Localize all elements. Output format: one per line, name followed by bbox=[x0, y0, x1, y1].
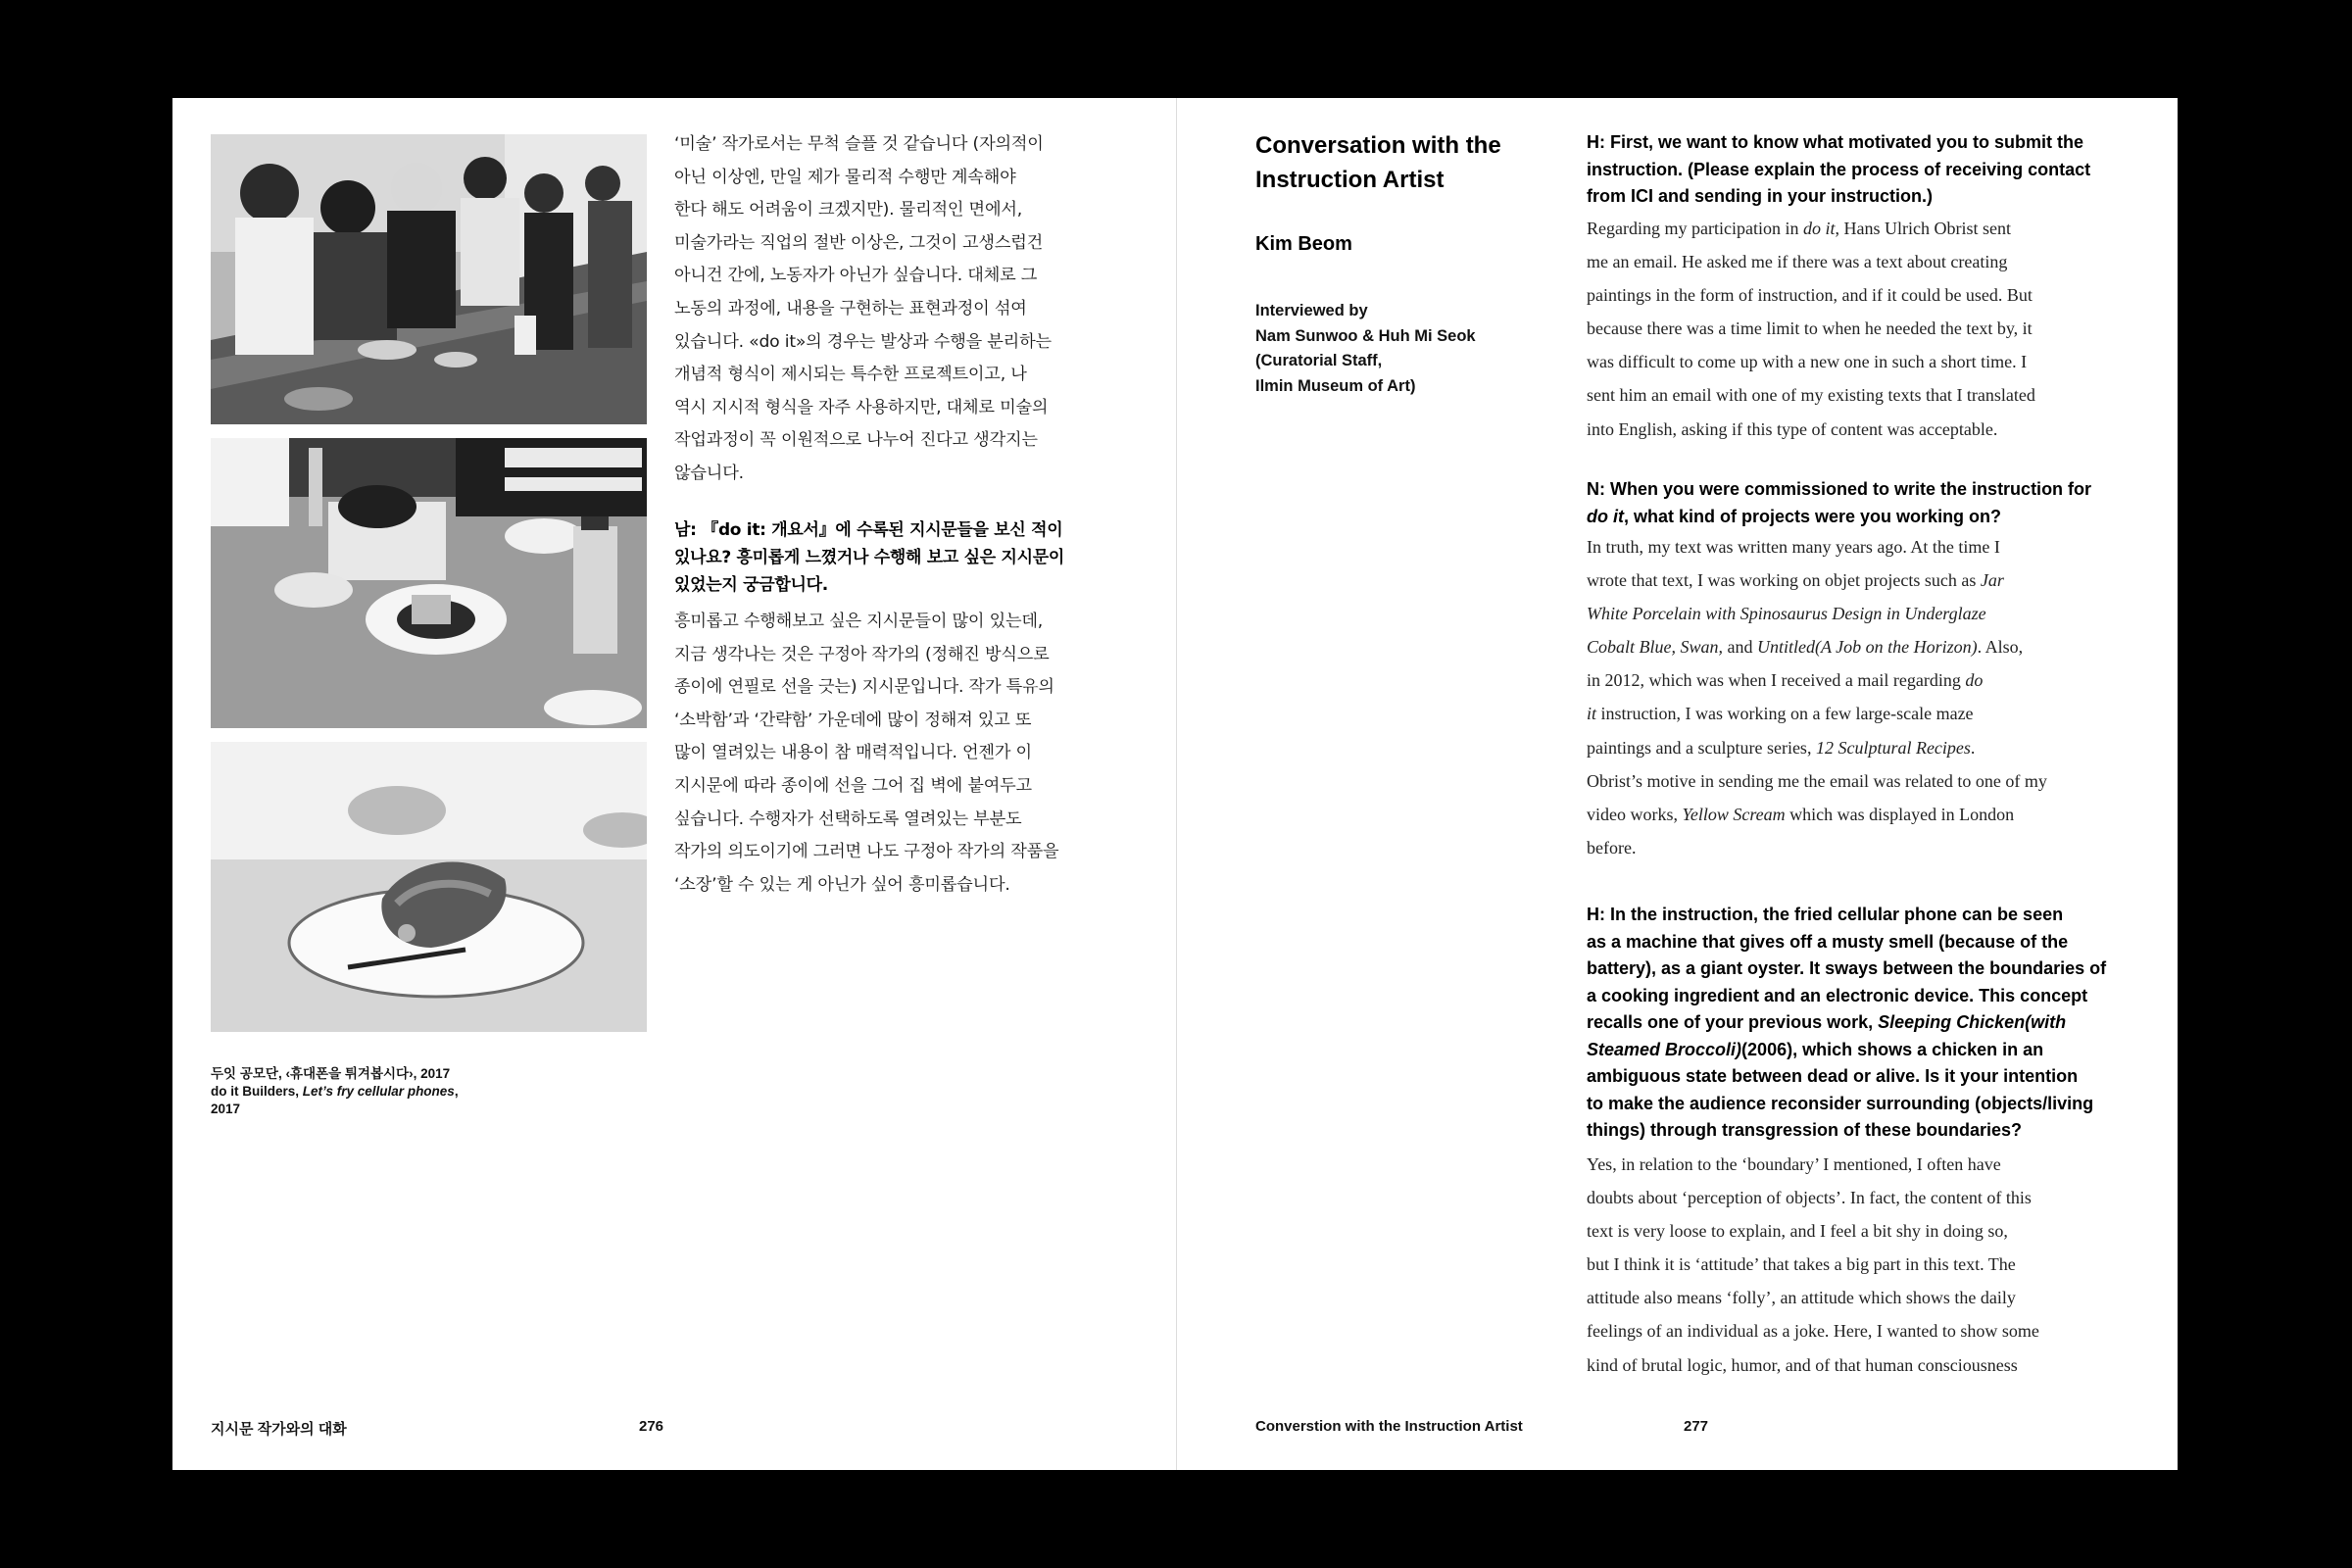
answer-line: Obrist’s motive in sending me the email was related to one of my bbox=[1587, 770, 2047, 791]
ko-answer-1-line: 아니건 간에, 노동자가 아닌가 싶습니다. 대체로 그 bbox=[674, 266, 1038, 286]
ko-answer-2-line: ‘소박함’과 ‘간략함’ 가운데에 많이 정해져 있고 또 bbox=[674, 710, 1032, 730]
work-title: do it bbox=[1587, 506, 1624, 526]
question-line: a cooking ingredient and an electronic device. This concept bbox=[1587, 985, 2088, 1005]
work-title: Cobalt Blue, Swan, bbox=[1587, 637, 1723, 658]
work-title: Jar bbox=[1980, 570, 2004, 591]
question-1 bbox=[1587, 129, 2155, 211]
answer-text: video works, bbox=[1587, 804, 1683, 824]
ko-answer-2-line: 작가의 의도이기에 그러면 나도 구정아 작가의 작품을 bbox=[674, 842, 1059, 862]
ko-answer-1-line: 개념적 형식이 제시되는 특수한 프로젝트이고, 나 bbox=[674, 365, 1027, 385]
ko-answer-1-line: 아닌 이상엔, 만일 제가 물리적 수행만 계속해야 bbox=[674, 167, 1016, 187]
answer-line: because there was a time limit to when he needed the text by, it bbox=[1587, 318, 2033, 339]
photo-cooking-group bbox=[211, 134, 647, 424]
credit-line: Interviewed by bbox=[1255, 302, 1368, 319]
ko-answer-1-line: ‘미술’ 작가로서는 무척 슬플 것 같습니다 (자의적이 bbox=[674, 134, 1044, 154]
ko-answer-1 bbox=[674, 128, 1105, 491]
caption-en-title: Let’s fry cellular phones bbox=[302, 1084, 455, 1099]
ko-answer-2-line: 지시문에 따라 종이에 선을 그어 집 벽에 붙여두고 bbox=[674, 775, 1032, 796]
question-text: recalls one of your previous work, bbox=[1587, 1012, 1879, 1032]
ko-answer-1-line: 미술가라는 직업의 절반 이상은, 그것이 고생스럽건 bbox=[674, 232, 1044, 253]
credit-line: Nam Sunwoo & Huh Mi Seok bbox=[1255, 326, 1476, 345]
answer-line bbox=[1587, 731, 2155, 764]
answer-text: , Hans Ulrich Obrist sent bbox=[1835, 219, 2011, 238]
answer-line: In truth, my text was written many years ago. At the time I bbox=[1587, 537, 2000, 557]
answer-line: before. bbox=[1587, 837, 1637, 858]
page-number: 277 bbox=[1684, 1418, 1709, 1435]
ko-answer-2 bbox=[674, 606, 1105, 902]
question-line bbox=[1587, 1037, 2155, 1064]
answer-line: Yes, in relation to the ‘boundary’ I mentioned, I often have bbox=[1587, 1154, 2001, 1174]
caption-en-suffix: , bbox=[454, 1084, 459, 1099]
question-line: as a machine that gives off a musty smell (because of the bbox=[1587, 931, 2069, 952]
photo-caption bbox=[211, 1065, 505, 1118]
article-title bbox=[1255, 128, 1540, 197]
question-line: things) through transgression of these boundaries? bbox=[1587, 1120, 2023, 1140]
ko-answer-1-line: 역시 지시적 형식을 자주 사용하지만, 대체로 미술의 bbox=[674, 397, 1049, 417]
caption-line-ko: 두잇 공모단, ‹휴대폰을 튀겨봅시다›, 2017 bbox=[211, 1066, 451, 1081]
answer-2 bbox=[1587, 530, 2155, 864]
question-line: instruction. (Please explain the process of receiving contact bbox=[1587, 159, 2091, 179]
ko-answer-2-line: 싶습니다. 수행자가 선택하도록 열려있는 부분도 bbox=[674, 808, 1022, 829]
caption-en-prefix: do it Builders, bbox=[211, 1084, 303, 1099]
answer-line: kind of brutal logic, humor, and of that human consciousness bbox=[1587, 1354, 2018, 1375]
answer-text: . Also, bbox=[1977, 637, 2024, 658]
work-title: it bbox=[1587, 704, 1597, 724]
caption-year: 2017 bbox=[211, 1102, 241, 1116]
question-line: H: In the instruction, the fried cellular phone can be seen bbox=[1587, 905, 2064, 924]
answer-line bbox=[1587, 564, 2155, 597]
question-3 bbox=[1587, 902, 2155, 1145]
question-line: H: First, we want to know what motivated you to submit the bbox=[1587, 132, 2084, 152]
answer-line: sent him an email with one of my existing texts that I translated bbox=[1587, 385, 2035, 406]
answer-line: text is very loose to explain, and I feel a bit shy in doing so, bbox=[1587, 1221, 2008, 1242]
answer-text: in 2012, which was when I received a mail regarding bbox=[1587, 670, 1966, 691]
answer-line bbox=[1587, 697, 2155, 730]
work-title: Untitled(A Job on the Horizon) bbox=[1757, 637, 1978, 658]
answer-line: but I think it is ‘attitude’ that takes a big part in this text. The bbox=[1587, 1254, 2016, 1275]
answer-line: me an email. He asked me if there was a text about creating bbox=[1587, 252, 2008, 272]
answer-text: . bbox=[1970, 737, 1976, 758]
work-title: White Porcelain with Spinosaurus Design in Underglaze bbox=[1587, 604, 1986, 624]
question-line: from ICI and sending in your instruction.) bbox=[1587, 186, 1934, 206]
running-footer-title: Converstion with the Instruction Artist bbox=[1255, 1418, 1523, 1435]
credit-line: (Curatorial Staff, bbox=[1255, 352, 1383, 369]
work-title: Sleeping Chicken(with bbox=[1878, 1012, 2067, 1032]
work-title: do bbox=[1965, 670, 1984, 691]
caption-line-en bbox=[211, 1083, 505, 1101]
ko-answer-1-line: 노동의 과정에, 내용을 구현하는 표현과정이 섞여 bbox=[674, 298, 1027, 318]
question-line: N: When you were commissioned to write the instruction for bbox=[1587, 479, 2092, 499]
ko-answer-2-line: 종이에 연필로 선을 긋는) 지시문입니다. 작가 특유의 bbox=[674, 677, 1054, 698]
ko-answer-2-line: 많이 열려있는 내용이 참 매력적입니다. 언젠가 이 bbox=[674, 743, 1032, 763]
left-page bbox=[172, 98, 1176, 1470]
ko-answer-2-line: 지금 생각나는 것은 구정아 작가의 (정해진 방식으로 bbox=[674, 644, 1050, 664]
ko-question-2-line: 남: 『do it: 개요서』에 수록된 지시문들을 보신 적이 bbox=[674, 520, 1063, 540]
answer-line: feelings of an individual as a joke. Here, I wanted to show some bbox=[1587, 1321, 2039, 1342]
ko-question-2 bbox=[674, 516, 1105, 599]
work-title: 12 Sculptural Recipes bbox=[1815, 737, 1971, 758]
answer-line: was difficult to come up with a new one in such a short time. I bbox=[1587, 352, 2028, 372]
answer-line: into English, asking if this type of content was acceptable. bbox=[1587, 418, 1998, 439]
answer-line bbox=[1587, 212, 2155, 245]
ko-answer-2-line: ‘소장’할 수 있는 게 아닌가 싶어 흥미롭습니다. bbox=[674, 874, 1010, 895]
question-line bbox=[1587, 1009, 2155, 1037]
interviewer-credit bbox=[1255, 299, 1540, 399]
answer-text: instruction, I was working on a few large-scale maze bbox=[1596, 704, 1974, 724]
running-footer-title: 지시문 작가와의 대화 bbox=[211, 1421, 347, 1438]
work-title: do it bbox=[1802, 219, 1836, 238]
answer-line bbox=[1587, 798, 2155, 831]
question-2 bbox=[1587, 476, 2155, 530]
photo-plated-fried-phone bbox=[211, 742, 647, 1032]
answer-line bbox=[1587, 597, 2155, 630]
question-line: ambiguous state between dead or alive. Is it your intention bbox=[1587, 1066, 2079, 1086]
answer-line: paintings in the form of instruction, and if it could be used. But bbox=[1587, 285, 2033, 306]
question-line: to make the audience reconsider surrounding (objects/living bbox=[1587, 1093, 2094, 1113]
ko-answer-1-line: 않습니다. bbox=[674, 463, 744, 483]
ko-answer-1-line: 한다 해도 어려움이 크겠지만). 물리적인 면에서, bbox=[674, 200, 1023, 220]
answer-3 bbox=[1587, 1148, 2155, 1382]
answer-text: Regarding my participation in bbox=[1587, 219, 1803, 238]
ko-answer-2-line: 흥미롭고 수행해보고 싶은 지시문들이 많이 있는데, bbox=[674, 612, 1044, 631]
question-line: battery), as a giant oyster. It sways between the boundaries of bbox=[1587, 958, 2107, 978]
answer-text: paintings and a sculpture series, bbox=[1587, 737, 1816, 758]
answer-text: wrote that text, I was working on objet projects such as bbox=[1587, 570, 1981, 591]
work-title: Steamed Broccoli) bbox=[1587, 1039, 1742, 1059]
answer-line: doubts about ‘perception of objects’. In fact, the content of this bbox=[1587, 1188, 2032, 1208]
ko-answer-1-line: 있습니다. «do it»의 경우는 발상과 수행을 분리하는 bbox=[674, 331, 1052, 352]
work-title: Yellow Scream bbox=[1682, 804, 1786, 824]
ko-question-2-line: 있나요? 흥미롭게 느꼈거나 수행해 보고 싶은 지시문이 bbox=[674, 548, 1064, 567]
question-line bbox=[1587, 504, 2155, 531]
question-text: (2006), which shows a chicken in an bbox=[1741, 1039, 2044, 1059]
photo-fried-phone-table bbox=[211, 438, 647, 728]
answer-line: attitude also means ‘folly’, an attitude which shows the daily bbox=[1587, 1288, 2016, 1308]
answer-line bbox=[1587, 663, 2155, 697]
article-title-line: Instruction Artist bbox=[1255, 167, 1445, 193]
answer-text: and bbox=[1723, 637, 1757, 658]
right-page bbox=[1177, 98, 2178, 1470]
credit-line: Ilmin Museum of Art) bbox=[1255, 376, 1416, 395]
ko-question-2-line: 있었는지 궁금합니다. bbox=[674, 575, 828, 595]
ko-answer-1-line: 작업과정이 꼭 이원적으로 나누어 진다고 생각지는 bbox=[674, 430, 1038, 451]
answer-text: which was displayed in London bbox=[1785, 804, 2015, 824]
article-title-line: Conversation with the bbox=[1255, 132, 1501, 159]
answer-line bbox=[1587, 630, 2155, 663]
author-name: Kim Beom bbox=[1255, 233, 1352, 255]
page-number: 276 bbox=[639, 1418, 664, 1435]
answer-1 bbox=[1587, 212, 2155, 446]
question-text: , what kind of projects were you working on? bbox=[1624, 506, 2002, 526]
